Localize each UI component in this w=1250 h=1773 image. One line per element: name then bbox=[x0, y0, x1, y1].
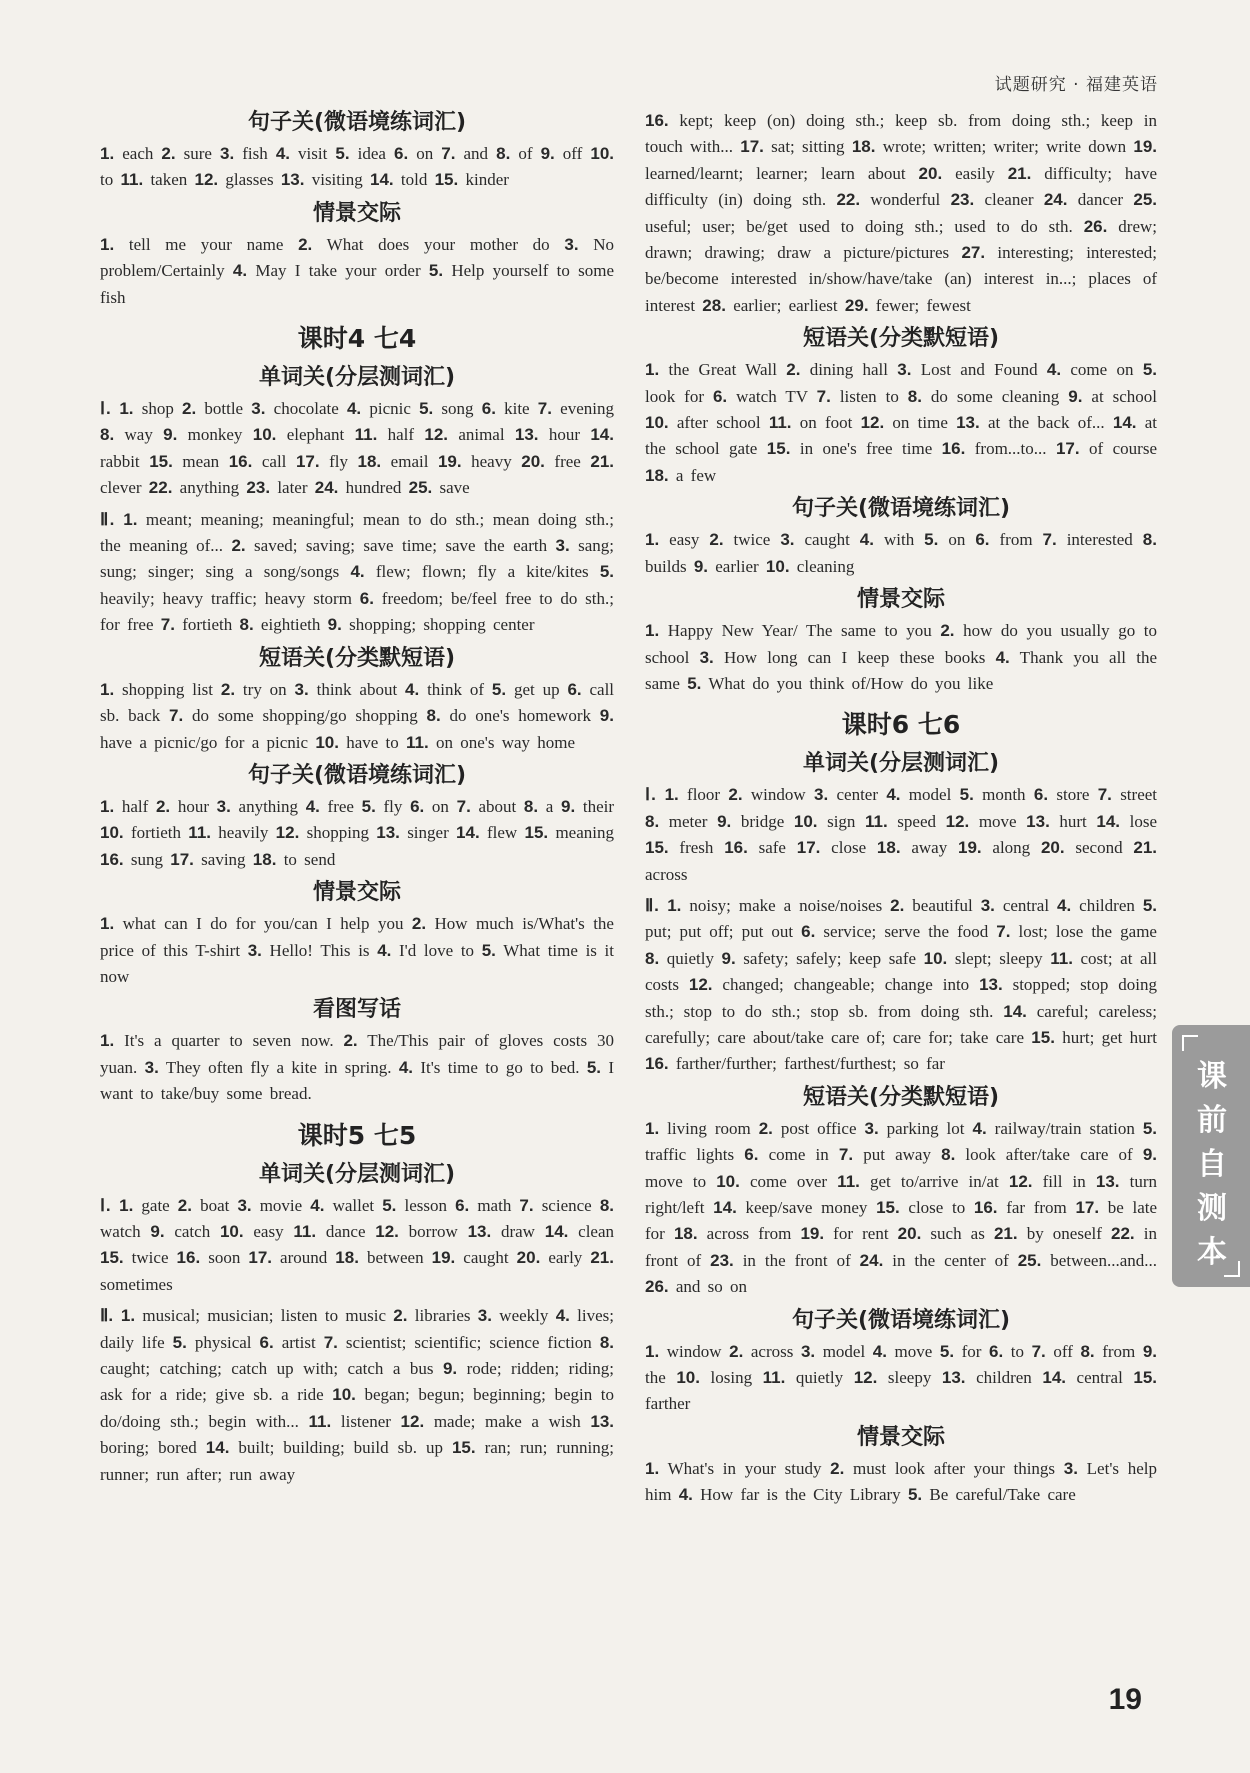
section-heading: 句子关(微语境练词汇) bbox=[791, 496, 1011, 522]
lesson-heading: 课时4 七4 bbox=[297, 324, 417, 354]
answer-paragraph: 1. half 2. hour 3. anything 4. free 5. fly 6. on 7. about 8. a 9. their 10. fortieth 11. heavily 12. shopping 13. singer 14. flew 15. meaning 16. sung 17. saving 18. to send bbox=[100, 796, 615, 869]
page-number: 19 bbox=[1108, 1683, 1142, 1716]
lesson-heading: 课时5 七5 bbox=[297, 1120, 417, 1150]
answer-paragraph: 1. what can I do for you/can I help you 2. How much is/What's the price of this T-shirt 3. Hello! This is 4. I'd love to 5. What time is it now bbox=[100, 914, 614, 986]
answer-column-left bbox=[100, 108, 614, 1493]
section-heading: 情景交际 bbox=[856, 587, 945, 613]
section-heading: 短语关(分类默短语) bbox=[258, 645, 456, 671]
bracket-corner-icon bbox=[1182, 1035, 1198, 1051]
section-heading: 单词关(分层测词汇) bbox=[258, 365, 456, 391]
side-tab-label: 课前自测本 bbox=[1197, 1059, 1227, 1270]
section-heading: 情景交际 bbox=[856, 1424, 945, 1450]
answer-paragraph: Ⅰ. 1. gate 2. boat 3. movie 4. wallet 5. lesson 6. math 7. science 8. watch 9. catch 10. easy 11. dance 12. borrow 13. draw 14. clean 15. twice 16. soon 17. around 18. between 19. caught 20. early 21. sometimes bbox=[100, 1195, 615, 1294]
answer-paragraph: Ⅱ. 1. noisy; make a noise/noises 2. beautiful 3. central 4. children 5. put; put off; put out 6. service; serve the food 7. lost; lose the game 8. quietly 9. safety; safely; keep safe 10. slept; sleepy 11. cost; at all costs 12. changed; changeable; change into 13. stopped; stop doing sth.; stop to do sth.; stop sb. from doing sth. 14. careful; careless; carefully; care about/take care of; care for; take care 15. hurt; get hurt 16. farther/further; farthest/furthest; so far bbox=[645, 895, 1158, 1074]
answer-paragraph: Ⅰ. 1. floor 2. window 3. center 4. model 5. month 6. store 7. street 8. meter 9. bridge 10. sign 11. speed 12. move 13. hurt 14. lose 15. fresh 16. safe 17. close 18. away 19. along 20. second 21. across bbox=[645, 785, 1158, 884]
answer-paragraph: 1. window 2. across 3. model 4. move 5. for 6. to 7. off 8. from 9. the 10. losing 11. quietly 12. sleepy 13. children 14. central 15. farther bbox=[645, 1341, 1158, 1414]
bracket-corner-icon bbox=[1224, 1261, 1240, 1277]
answer-paragraph: 1. Happy New Year/ The same to you 2. how do you usually go to school 3. How long can I keep these books 4. Thank you all the same 5. What do you think of/How do you like bbox=[645, 621, 1158, 693]
answer-paragraph: Ⅱ. 1. meant; meaning; meaningful; mean to do sth.; mean doing sth.; the meaning of... 2. saved; saving; save time; save the earth 3. sang; sung; singer; sing a song/songs 4. flew; flown; fly a kite/kites 5. heavily; heavy traffic; heavy storm 6. freedom; be/feel free to do sth.; for free 7. fortieth 8. eightieth 9. shopping; shopping center bbox=[100, 509, 614, 635]
answer-paragraph: 16. kept; keep (on) doing sth.; keep sb. from doing sth.; keep in touch with... 17. sat; sitting 18. wrote; written; writer; write down 19. learned/learnt; learner; learn about 20. easily 21. difficulty; have difficulty (in) doing sth. 22. wonderful 23. cleaner 24. dancer 25. useful; user; be/get used to doing sth.; used to do sth. 26. drew; drawn; drawing; draw a picture/pictures 27. interesting; interested; be/become interested in/show/have/take (an) interest in...; places of interest 28. earlier; earliest 29. fewer; fewest bbox=[645, 111, 1157, 315]
section-heading: 单词关(分层测词汇) bbox=[802, 751, 1000, 777]
section-heading: 句子关(微语境练词汇) bbox=[247, 762, 467, 788]
section-heading: 单词关(分层测词汇) bbox=[258, 1161, 456, 1187]
section-heading: 情景交际 bbox=[312, 880, 401, 906]
answer-paragraph: 1. What's in your study 2. must look after your things 3. Let's help him 4. How far is the City Library 5. Be careful/Take care bbox=[645, 1458, 1157, 1505]
answer-paragraph: 1. each 2. sure 3. fish 4. visit 5. idea 6. on 7. and 8. of 9. off 10. to 11. taken 12. glasses 13. visiting 14. told 15. kinder bbox=[100, 144, 614, 190]
running-header: 试题研究 · 福建英语 bbox=[994, 75, 1158, 95]
answer-paragraph: Ⅰ. 1. shop 2. bottle 3. chocolate 4. picnic 5. song 6. kite 7. evening 8. way 9. monkey 10. elephant 11. half 12. animal 13. hour 14. rabbit 15. mean 16. call 17. fly 18. email 19. heavy 20. free 21. clever 22. anything 23. later 24. hundred 25. save bbox=[100, 399, 614, 498]
section-heading: 看图写话 bbox=[312, 997, 401, 1023]
section-heading: 短语关(分类默短语) bbox=[802, 326, 1000, 352]
lesson-heading: 课时6 七6 bbox=[841, 710, 961, 740]
answer-paragraph: 1. the Great Wall 2. dining hall 3. Lost and Found 4. come on 5. look for 6. watch TV 7. listen to 8. do some cleaning 9. at school 10. after school 11. on foot 12. on time 13. at the back of... 14. at the school gate 15. in one's free time 16. from...to... 17. of course 18. a few bbox=[645, 360, 1158, 485]
section-heading: 句子关(微语境练词汇) bbox=[247, 110, 467, 135]
answer-paragraph: 1. tell me your name 2. What does your mother do 3. No problem/Certainly 4. May I take your order 5. Help yourself to some fish bbox=[100, 234, 615, 307]
section-heading: 短语关(分类默短语) bbox=[802, 1084, 1000, 1110]
answer-paragraph: 1. It's a quarter to seven now. 2. The/This pair of gloves costs 30 yuan. 3. They often fly a kite in spring. 4. It's time to go to bed. 5. I want to take/buy some bread. bbox=[100, 1031, 614, 1104]
answer-paragraph: 1. easy 2. twice 3. caught 4. with 5. on 6. from 7. interested 8. builds 9. earlier 10. cleaning bbox=[645, 530, 1157, 576]
answer-paragraph: 1. shopping list 2. try on 3. think about 4. think of 5. get up 6. call sb. back 7. do some shopping/go shopping 8. do one's homework 9. have a picnic/go for a picnic 10. have to 11. on one's way home bbox=[100, 679, 615, 752]
answer-paragraph: Ⅱ. 1. musical; musician; listen to music 2. libraries 3. weekly 4. lives; daily life 5. physical 6. artist 7. scientist; scientific; science fiction 8. caught; catching; catch up with; catch a bus 9. rode; ridden; riding; ask for a ride; give sb. a ride 10. began; begun; beginning; begin to do/doing sth.; begin with... 11. listener 12. made; make a wish 13. boring; bored 14. built; building; build sb. up 15. ran; run; running; runner; run after; run away bbox=[100, 1306, 615, 1484]
section-heading: 情景交际 bbox=[312, 200, 401, 226]
side-tab[interactable] bbox=[1172, 1025, 1250, 1287]
answer-paragraph: 1. living room 2. post office 3. parking lot 4. railway/train station 5. traffic lights 6. come in 7. put away 8. look after/take care of 9. move to 10. come over 11. get to/arrive in/at 12. fill in 13. turn right/left 14. keep/save money 15. close to 16. far from 17. be late for 18. across from 19. for rent 20. such as 21. by oneself 22. in front of 23. in the front of 24. in the center of 25. between...and... 26. and so on bbox=[645, 1118, 1158, 1297]
answer-column-right bbox=[645, 108, 1157, 1514]
section-heading: 句子关(微语境练词汇) bbox=[791, 1307, 1011, 1333]
